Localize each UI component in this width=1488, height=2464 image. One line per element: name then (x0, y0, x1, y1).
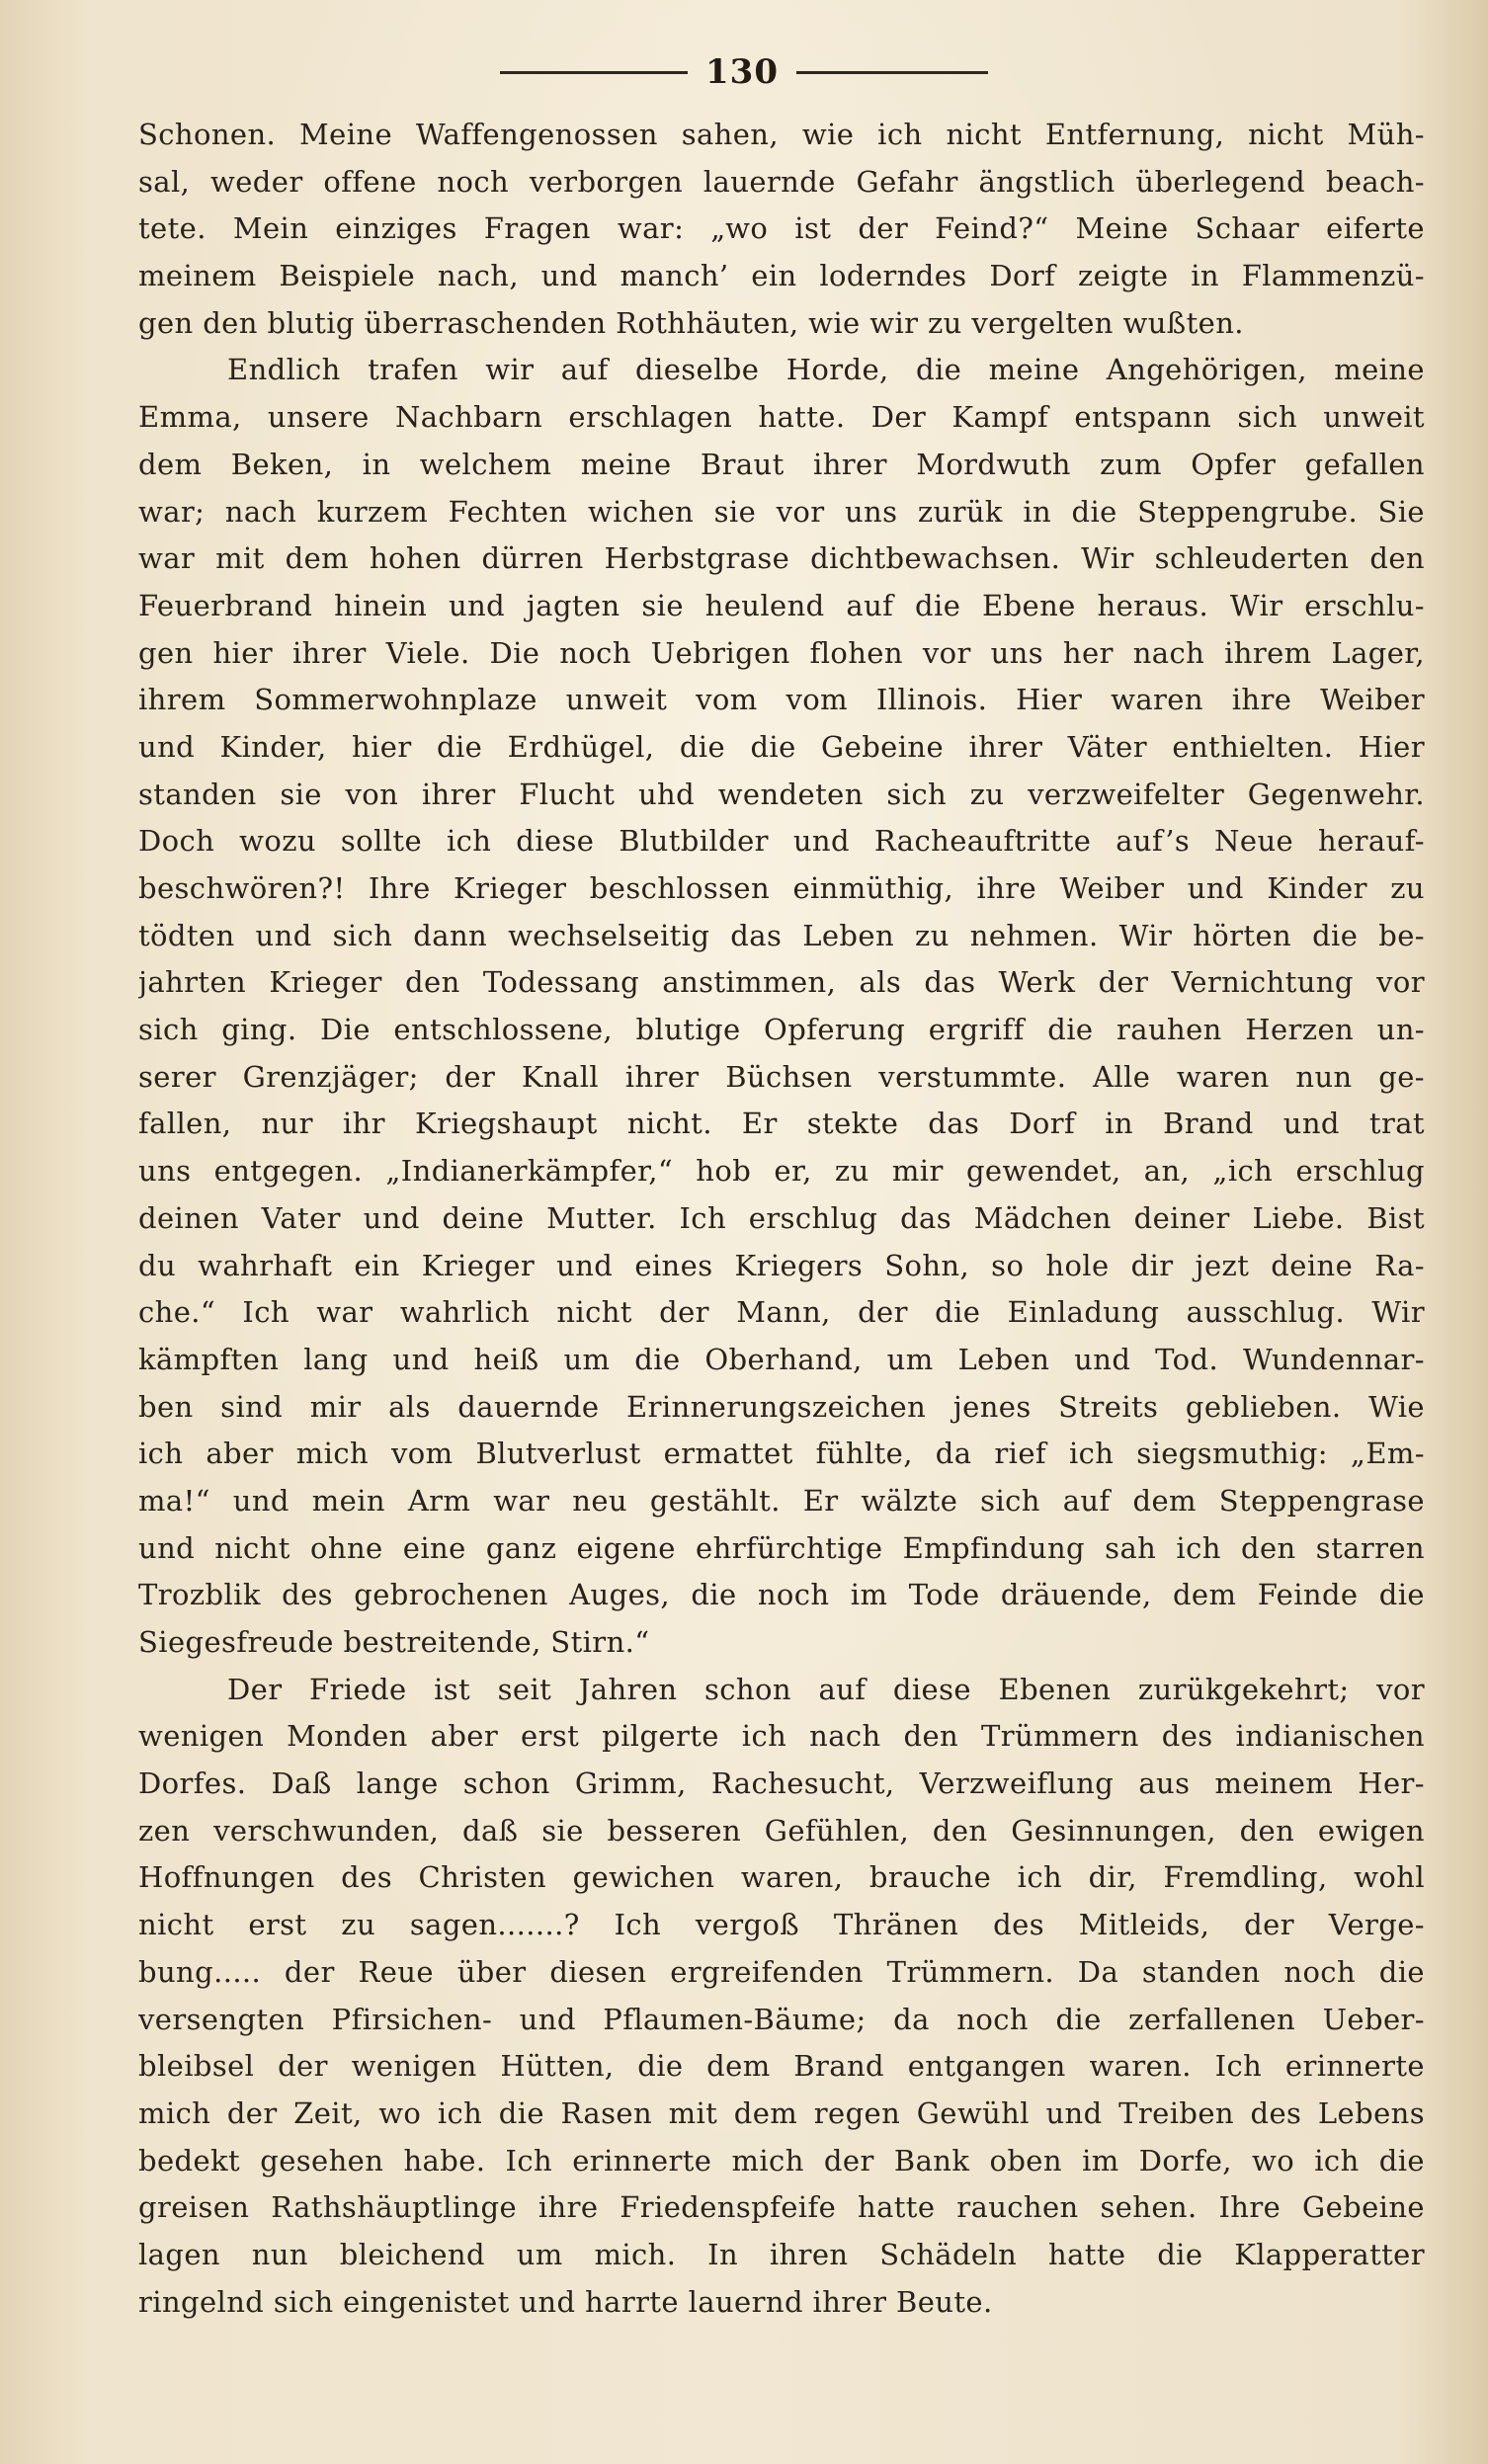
text-line: fallen, nur ihr Kriegshaupt nicht. Er stekte das Dorf in Brand und trat (138, 1107, 1425, 1141)
text-line: tödten und sich dann wechselseitig das Leben zu nehmen. Wir hörten die be- (138, 918, 1425, 952)
text-line: greisen Rathshäuptlinge ihre Friedenspfeife hatte rauchen sehen. Ihre Gebeine (138, 2190, 1425, 2225)
text-line: Siegesfreude bestreitende, Stirn.“ (138, 1625, 650, 1659)
text-line: Schonen. Meine Waffengenossen sahen, wie ich nicht Entfernung, nicht Müh- (138, 118, 1425, 151)
text-line: war mit dem hohen dürren Herbstgrase dichtbewachsen. Wir schleuderten den (138, 541, 1425, 576)
text-line: Feuerbrand hinein und jagten sie heulend auf die Ebene heraus. Wir erschlu- (138, 588, 1425, 622)
paragraph (138, 1667, 1425, 2327)
text-line: Dorfes. Daß lange schon Grimm, Rachesucht, Verzweiflung aus meinem Her- (138, 1766, 1425, 1801)
text-line: ihrem Sommerwohnplaze unweit vom vom Illinois. Hier waren ihre Weiber (138, 683, 1425, 717)
paragraph (138, 347, 1425, 1666)
text-line: meinem Beispiele nach, und manch’ ein loderndes Dorf zeigte in Flammenzü- (138, 259, 1425, 293)
text-line: Endlich trafen wir auf dieselbe Horde, die meine Angehörigen, meine (227, 353, 1425, 387)
text-line: deinen Vater und deine Mutter. Ich erschlug das Mädchen deiner Liebe. Bist (138, 1200, 1425, 1235)
text-line: serer Grenzjäger; der Knall ihrer Büchsen verstummte. Alle waren nun ge- (138, 1059, 1425, 1094)
text-line: und Kinder, hier die Erdhügel, die die Gebeine ihrer Väter enthielten. Hier (138, 729, 1425, 764)
text-line: bedekt gesehen habe. Ich erinnerte mich der Bank oben im Dorfe, wo ich die (138, 2143, 1425, 2177)
text-line: Der Friede ist seit Jahren schon auf diese Ebenen zurükgekehrt; vor (227, 1672, 1425, 1706)
text-line: ringelnd sich eingenistet und harrte lauernd ihrer Beute. (138, 2284, 993, 2319)
text-line: zen verschwunden, daß sie besseren Gefühlen, den Gesinnungen, den ewigen (138, 1813, 1425, 1848)
text-line: gen den blutig überraschenden Rothhäuten, wie wir zu vergelten wußten. (138, 305, 1244, 340)
text-line: dem Beken, in welchem meine Braut ihrer Mordwuth zum Opfer gefallen (138, 447, 1425, 481)
text-line: che.“ Ich war wahrlich nicht der Mann, der die Einladung ausschlug. Wir (138, 1295, 1425, 1330)
text-line: ma!“ und mein Arm war neu gestählt. Er wälzte sich auf dem Steppengrase (138, 1483, 1425, 1518)
text-line: uns entgegen. „Indianerkämpfer,“ hob er, zu mir gewendet, an, „ich erschlug (138, 1154, 1425, 1189)
header-rule-right (796, 71, 988, 74)
page-header (0, 47, 1488, 97)
header-rule-left (500, 71, 688, 74)
page-number: 130 (705, 52, 779, 92)
text-line: bleibsel der wenigen Hütten, die dem Brand entgangen waren. Ich erinnerte (138, 2049, 1425, 2084)
text-line: Trozblik des gebrochenen Auges, die noch im Tode dräuende, dem Feinde die (138, 1578, 1425, 1612)
text-line: wenigen Monden aber erst pilgerte ich nach den Trümmern des indianischen (138, 1719, 1425, 1754)
text-line: gen hier ihrer Viele. Die noch Uebrigen flohen vor uns her nach ihrem Lager, (138, 635, 1425, 670)
text-line: kämpften lang und heiß um die Oberhand, um Leben und Tod. Wundennar- (138, 1342, 1425, 1376)
text-line: Hoffnungen des Christen gewichen waren, brauche ich dir, Fremdling, wohl (138, 1860, 1425, 1895)
text-line: Emma, unsere Nachbarn erschlagen hatte. Der Kampf entspann sich unweit (138, 400, 1425, 435)
text-line: du wahrhaft ein Krieger und eines Kriegers Sohn, so hole dir jezt deine Ra- (138, 1248, 1425, 1282)
text-line: nicht erst zu sagen.......? Ich vergoß Thränen des Mitleids, der Verge- (138, 1908, 1425, 1942)
text-line: und nicht ohne eine ganz eigene ehrfürchtige Empfindung sah ich den starren (138, 1530, 1425, 1565)
text-line: war; nach kurzem Fechten wichen sie vor uns zurük in die Steppengrube. Sie (138, 494, 1425, 529)
text-line: versengten Pfirsichen- und Pflaumen-Bäume; da noch die zerfallenen Ueber- (138, 2002, 1425, 2036)
text-line: bung..... der Reue über diesen ergreifenden Trümmern. Da standen noch die (138, 1954, 1425, 1989)
text-line: beschwören?! Ihre Krieger beschlossen einmüthig, ihre Weiber und Kinder zu (138, 871, 1425, 905)
body-text (138, 112, 1425, 2326)
text-line: mich der Zeit, wo ich die Rasen mit dem regen Gewühl und Treiben des Lebens (138, 2095, 1425, 2130)
text-line: Doch wozu sollte ich diese Blutbilder und Racheauftritte auf’s Neue herauf- (138, 824, 1425, 859)
text-line: lagen nun bleichend um mich. In ihren Schädeln hatte die Klapperatter (138, 2237, 1425, 2271)
paragraph (138, 112, 1425, 347)
text-line: sal, weder offene noch verborgen lauernde Gefahr ängstlich überlegend beach- (138, 164, 1425, 199)
text-line: sich ging. Die entschlossene, blutige Opferung ergriff die rauhen Herzen un- (138, 1013, 1425, 1047)
text-line: standen sie von ihrer Flucht uhd wendeten sich zu verzweifelter Gegenwehr. (138, 777, 1425, 811)
text-line: jahrten Krieger den Todessang anstimmen, als das Werk der Vernichtung vor (138, 965, 1425, 1000)
text-line: ich aber mich vom Blutverlust ermattet fühlte, da rief ich siegsmuthig: „Em- (138, 1437, 1425, 1471)
text-line: tete. Mein einziges Fragen war: „wo ist der Feind?“ Meine Schaar eiferte (138, 211, 1425, 246)
text-line: ben sind mir als dauernde Erinnerungszeichen jenes Streits geblieben. Wie (138, 1389, 1425, 1424)
